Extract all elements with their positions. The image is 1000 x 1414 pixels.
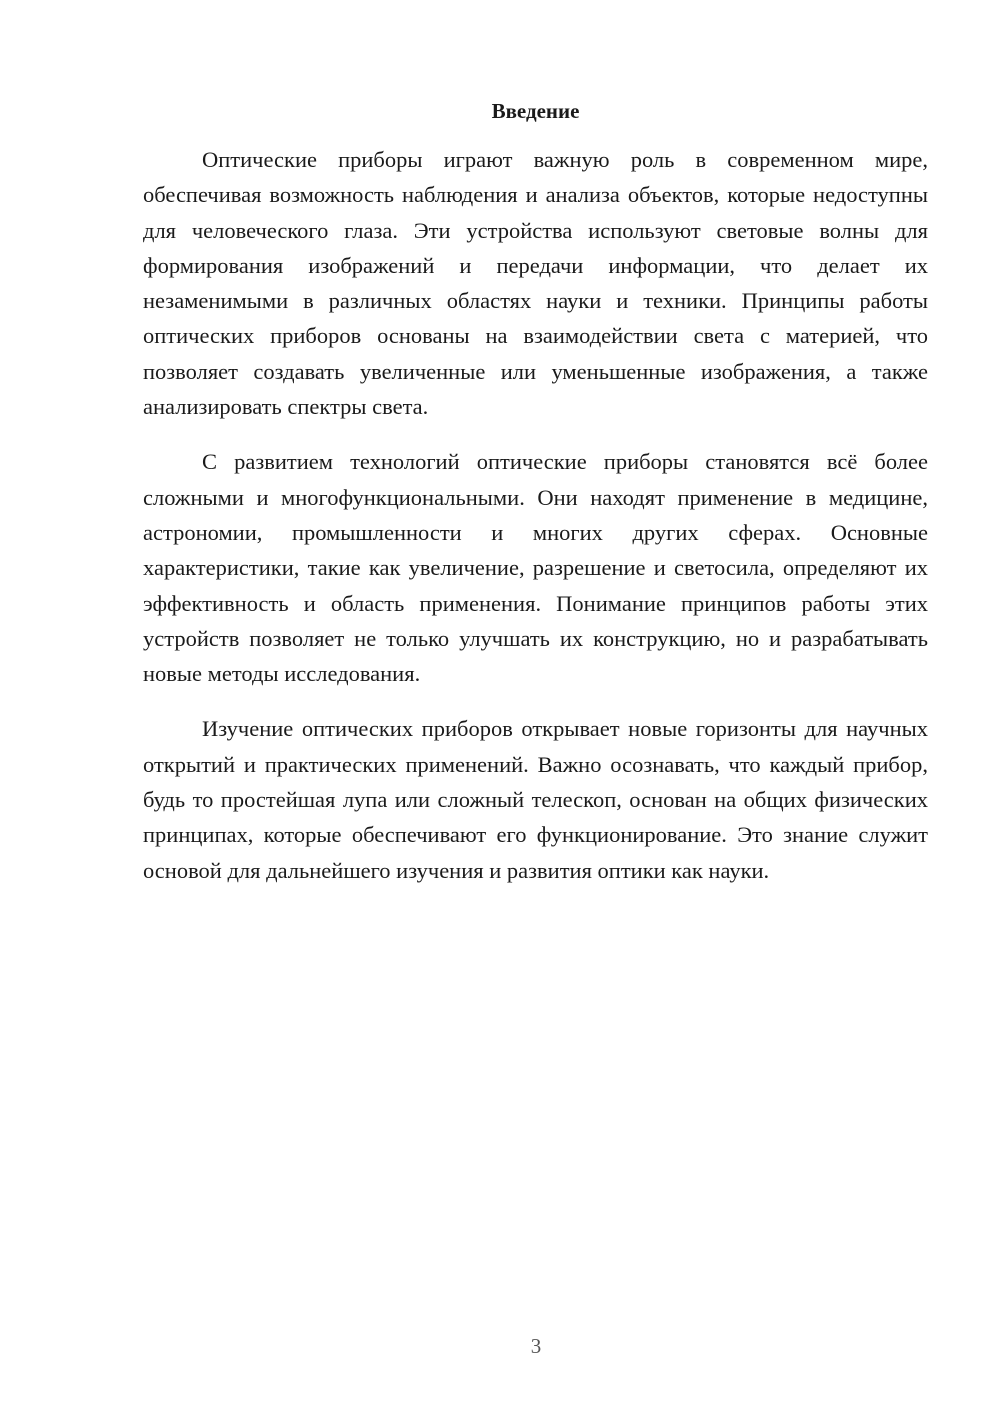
body-text (143, 142, 928, 908)
section-heading: Введение (491, 99, 580, 123)
paragraph-3: Изучение оптических приборов открывает новые горизонты для научных открытий и практических применений. Важно осознавать, что каждый прибор, будь то простейшая лупа или сложный телескоп, основан на общих физических принципах, которые обеспечивают его функционирование. Это знание служит основой для дальнейшего изучения и развития оптики как науки. (143, 716, 928, 883)
paragraph-1: Оптические приборы играют важную роль в современном мире, обеспечивая возможность наблюдения и анализа объектов, которые недоступны для человеческого глаза. Эти устройства используют световые волны для формирования изображений и передачи информации, что делает их незаменимыми в различных областях науки и техники. Принципы работы оптических приборов основаны на взаимодействии света с материей, что позволяет создавать увеличенные или уменьшенные изображения, а также анализировать спектры света. (143, 147, 928, 420)
paragraph-2: С развитием технологий оптические приборы становятся всё более сложными и многофункциональными. Они находят применение в медицине, астрономии, промышленности и многих других сферах. Основные характеристики, такие как увеличение, разрешение и светосила, определяют их эффективность и область применения. Понимание принципов работы этих устройств позволяет не только улучшать их конструкцию, но и разрабатывать новые методы исследования. (143, 449, 928, 687)
page-number: 3 (530, 1334, 542, 1358)
